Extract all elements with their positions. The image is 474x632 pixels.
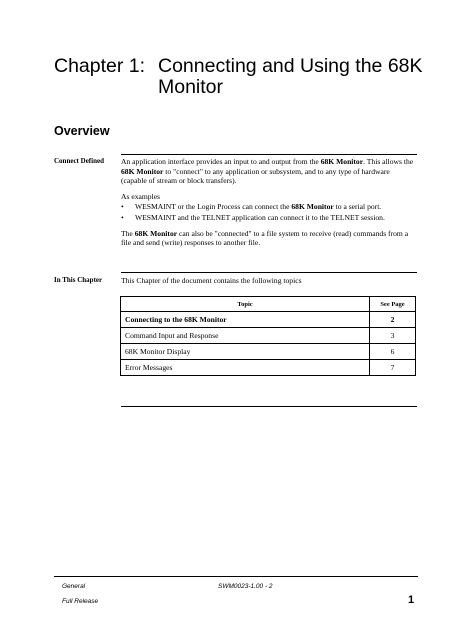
chapter-title-line2: Monitor — [158, 76, 224, 98]
connect-paragraph-1: An application interface provides an input to and output from the 68K Monitor. This allows the 68K Monitor to "connect" to any application or subsystem, and to any type of hardware (capable of stream or block transfers). — [121, 157, 414, 186]
page-cell: 3 — [370, 328, 416, 344]
column-header-topic: Topic — [121, 297, 370, 312]
chapter-title — [54, 56, 454, 98]
footer-rule — [54, 576, 418, 577]
section-divider-connect — [121, 154, 417, 155]
table-row — [121, 312, 416, 328]
page-cell: 6 — [370, 344, 416, 360]
overview-heading: Overview — [54, 124, 110, 138]
footer-release: Full Release — [62, 598, 99, 605]
section-divider-chapter — [121, 272, 417, 273]
topics-table — [120, 296, 416, 376]
footer-document-id: SWM0023-1.00 - 2 — [218, 583, 273, 590]
bullet-icon: • — [121, 202, 124, 212]
topic-cell: Error Messages — [121, 360, 370, 376]
page-number: 1 — [408, 594, 415, 606]
connect-paragraph-3: The 68K Monitor can also be "connected" to a file system to receive (read) commands from a file and send (write) responses to another file. — [121, 228, 409, 248]
section-divider-end — [121, 406, 417, 407]
bullet-icon: • — [121, 212, 124, 222]
connect-defined-body — [121, 157, 417, 248]
connect-defined-label: Connect Defined — [54, 157, 104, 165]
chapter-title-line1: Connecting and Using the 68K — [158, 55, 423, 77]
table-row — [121, 360, 416, 376]
table-row — [121, 328, 416, 344]
examples-intro: As examples — [121, 191, 161, 201]
table-header-row — [121, 297, 416, 312]
examples-list — [121, 202, 417, 222]
page-cell: 7 — [370, 360, 416, 376]
chapter-intro: This Chapter of the document contains the following topics — [121, 276, 302, 285]
in-this-chapter-label: In This Chapter — [54, 276, 103, 284]
table-row — [121, 344, 416, 360]
footer-classification: General — [62, 583, 86, 590]
column-header-page: See Page — [370, 297, 416, 312]
list-item: • WESMAINT or the Login Process can connect the 68K Monitor to a serial port. — [121, 202, 382, 212]
list-item: • WESMAINT and the TELNET application can connect it to the TELNET session. — [121, 212, 385, 222]
topic-cell: Command Input and Response — [121, 328, 370, 344]
topic-cell: 68K Monitor Display — [121, 344, 370, 360]
page-cell: 2 — [370, 312, 416, 328]
chapter-number: Chapter 1: — [54, 55, 146, 77]
topic-cell: Connecting to the 68K Monitor — [121, 312, 370, 328]
